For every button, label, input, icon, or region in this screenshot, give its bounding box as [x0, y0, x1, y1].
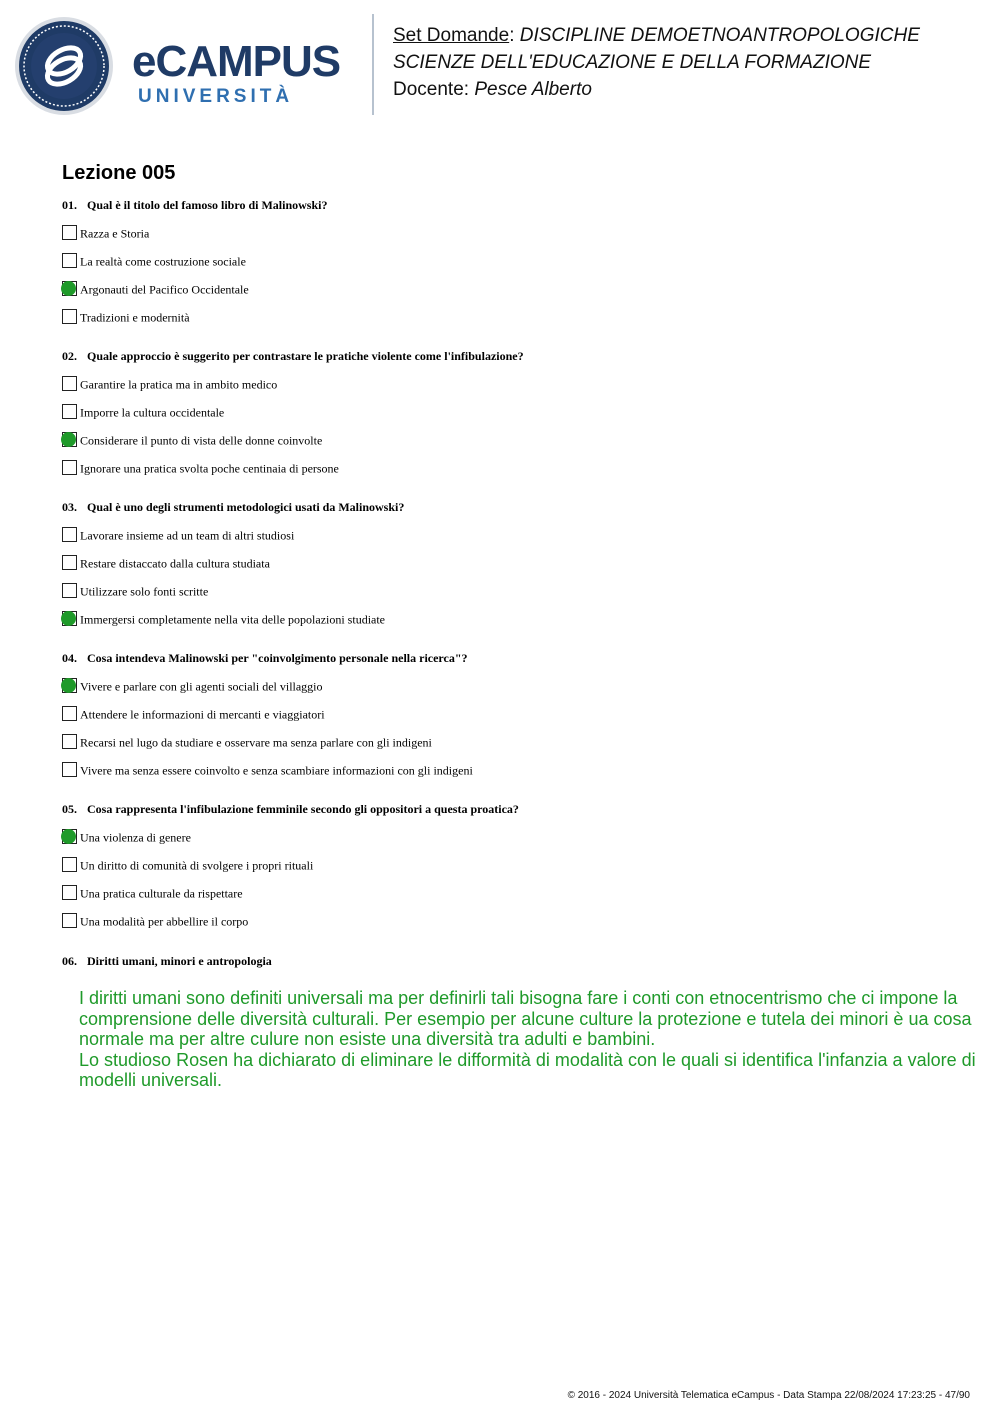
- answer-paragraph: I diritti umani sono definiti universali ma per definirli tali bisogna fare i conti con etnocentrismo che ci impone la comprensione delle diversità culturali. Per esempio per alcune culture la protezione e tutela dei minori è ua cosa normale ma per altre culure non esiste una diversità tra adulti e bambini.: [79, 988, 972, 1049]
- option[interactable]: Tradizioni e modernità: [62, 308, 190, 324]
- option[interactable]: Vivere ma senza essere coinvolto e senza scambiare informazioni con gli indigeni: [62, 761, 473, 777]
- ecampus-logo: [14, 14, 359, 114]
- set-title-line1: DISCIPLINE DEMOETNOANTROPOLOGICHE: [519, 25, 920, 46]
- option[interactable]: Una pratica culturale da rispettare: [62, 884, 243, 900]
- option[interactable]: Una modalità per abbellire il corpo: [62, 912, 248, 928]
- checkbox[interactable]: [62, 762, 77, 777]
- docente-label: Docente:: [393, 79, 470, 100]
- option-correct[interactable]: Vivere e parlare con gli agenti sociali del villaggio: [62, 677, 323, 693]
- option[interactable]: Recarsi nel lugo da studiare e osservare ma senza parlare con gli indigeni: [62, 733, 432, 749]
- option-correct[interactable]: Considerare il punto di vista delle donne coinvolte: [62, 431, 322, 447]
- checkbox[interactable]: [62, 460, 77, 475]
- checkbox[interactable]: [62, 527, 77, 542]
- option[interactable]: Imporre la cultura occidentale: [62, 403, 224, 419]
- option-correct[interactable]: Una violenza di genere: [62, 828, 191, 844]
- docente-line: [393, 76, 920, 103]
- brand-name: eCAMPUS: [132, 37, 341, 86]
- header-info: [393, 22, 920, 103]
- checkbox[interactable]: [62, 913, 77, 928]
- option[interactable]: Restare distaccato dalla cultura studiata: [62, 554, 270, 570]
- checkbox-checked[interactable]: [62, 678, 77, 693]
- option[interactable]: Un diritto di comunità di svolgere i propri rituali: [62, 856, 313, 872]
- question-02: 02. Quale approccio è suggerito per contrastare le pratiche violente come l'infibulazione?: [62, 349, 524, 363]
- lesson-title: Lezione 005: [62, 162, 176, 184]
- checkbox-checked[interactable]: [62, 281, 77, 296]
- option[interactable]: Utilizzare solo fonti scritte: [62, 582, 208, 598]
- checkbox-checked[interactable]: [62, 611, 77, 626]
- question-03: 03. Qual è uno degli strumenti metodologici usati da Malinowski?: [62, 500, 405, 514]
- checkbox[interactable]: [62, 734, 77, 749]
- correct-dot-icon: [61, 829, 76, 844]
- option-correct[interactable]: Immergersi completamente nella vita delle popolazioni studiate: [62, 610, 385, 626]
- question-06: 06. Diritti umani, minori e antropologia: [62, 954, 272, 968]
- question-01: 01. Qual è il titolo del famoso libro di Malinowski?: [62, 198, 328, 212]
- checkbox[interactable]: [62, 376, 77, 391]
- option[interactable]: Razza e Storia: [62, 224, 149, 240]
- page-footer: © 2016 - 2024 Università Telematica eCampus - Data Stampa 22/08/2024 17:23:25 - 47/90: [567, 1390, 970, 1401]
- correct-dot-icon: [61, 281, 76, 296]
- checkbox[interactable]: [62, 857, 77, 872]
- answer-paragraph: Lo studioso Rosen ha dichiarato di eliminare le difformità di modalità con le quali si identifica l'infanzia a valore di modelli universali.: [79, 1049, 976, 1090]
- option-correct[interactable]: Argonauti del Pacifico Occidentale: [62, 280, 249, 296]
- checkbox[interactable]: [62, 253, 77, 268]
- question-04: 04. Cosa intendeva Malinowski per "coinvolgimento personale nella ricerca"?: [62, 651, 468, 665]
- option[interactable]: La realtà come costruzione sociale: [62, 252, 246, 268]
- header-divider: [372, 14, 374, 115]
- checkbox-checked[interactable]: [62, 829, 77, 844]
- checkbox[interactable]: [62, 706, 77, 721]
- option[interactable]: Lavorare insieme ad un team di altri studiosi: [62, 526, 294, 542]
- correct-dot-icon: [61, 611, 76, 626]
- university-seal-icon: [14, 16, 114, 116]
- option[interactable]: Garantire la pratica ma in ambito medico: [62, 375, 277, 391]
- correct-dot-icon: [61, 432, 76, 447]
- set-label: Set Domande: [393, 25, 510, 46]
- checkbox[interactable]: [62, 583, 77, 598]
- open-answer: [79, 988, 989, 1091]
- brand-subtitle: UNIVERSITÀ: [138, 86, 294, 107]
- set-line: Set Domande: DISCIPLINE DEMOETNOANTROPOLOGICHE: [393, 25, 920, 46]
- correct-dot-icon: [61, 678, 76, 693]
- question-05: 05. Cosa rappresenta l'infibulazione femminile secondo gli oppositori a questa proatica?: [62, 802, 519, 816]
- checkbox[interactable]: [62, 885, 77, 900]
- docente-name: Pesce Alberto: [474, 79, 592, 100]
- option[interactable]: Ignorare una pratica svolta poche centinaia di persone: [62, 459, 339, 475]
- checkbox[interactable]: [62, 309, 77, 324]
- checkbox[interactable]: [62, 404, 77, 419]
- checkbox[interactable]: [62, 555, 77, 570]
- option[interactable]: Attendere le informazioni di mercanti e viaggiatori: [62, 705, 325, 721]
- checkbox[interactable]: [62, 225, 77, 240]
- checkbox-checked[interactable]: [62, 432, 77, 447]
- set-title-line2: SCIENZE DELL'EDUCAZIONE E DELLA FORMAZIONE: [393, 52, 872, 73]
